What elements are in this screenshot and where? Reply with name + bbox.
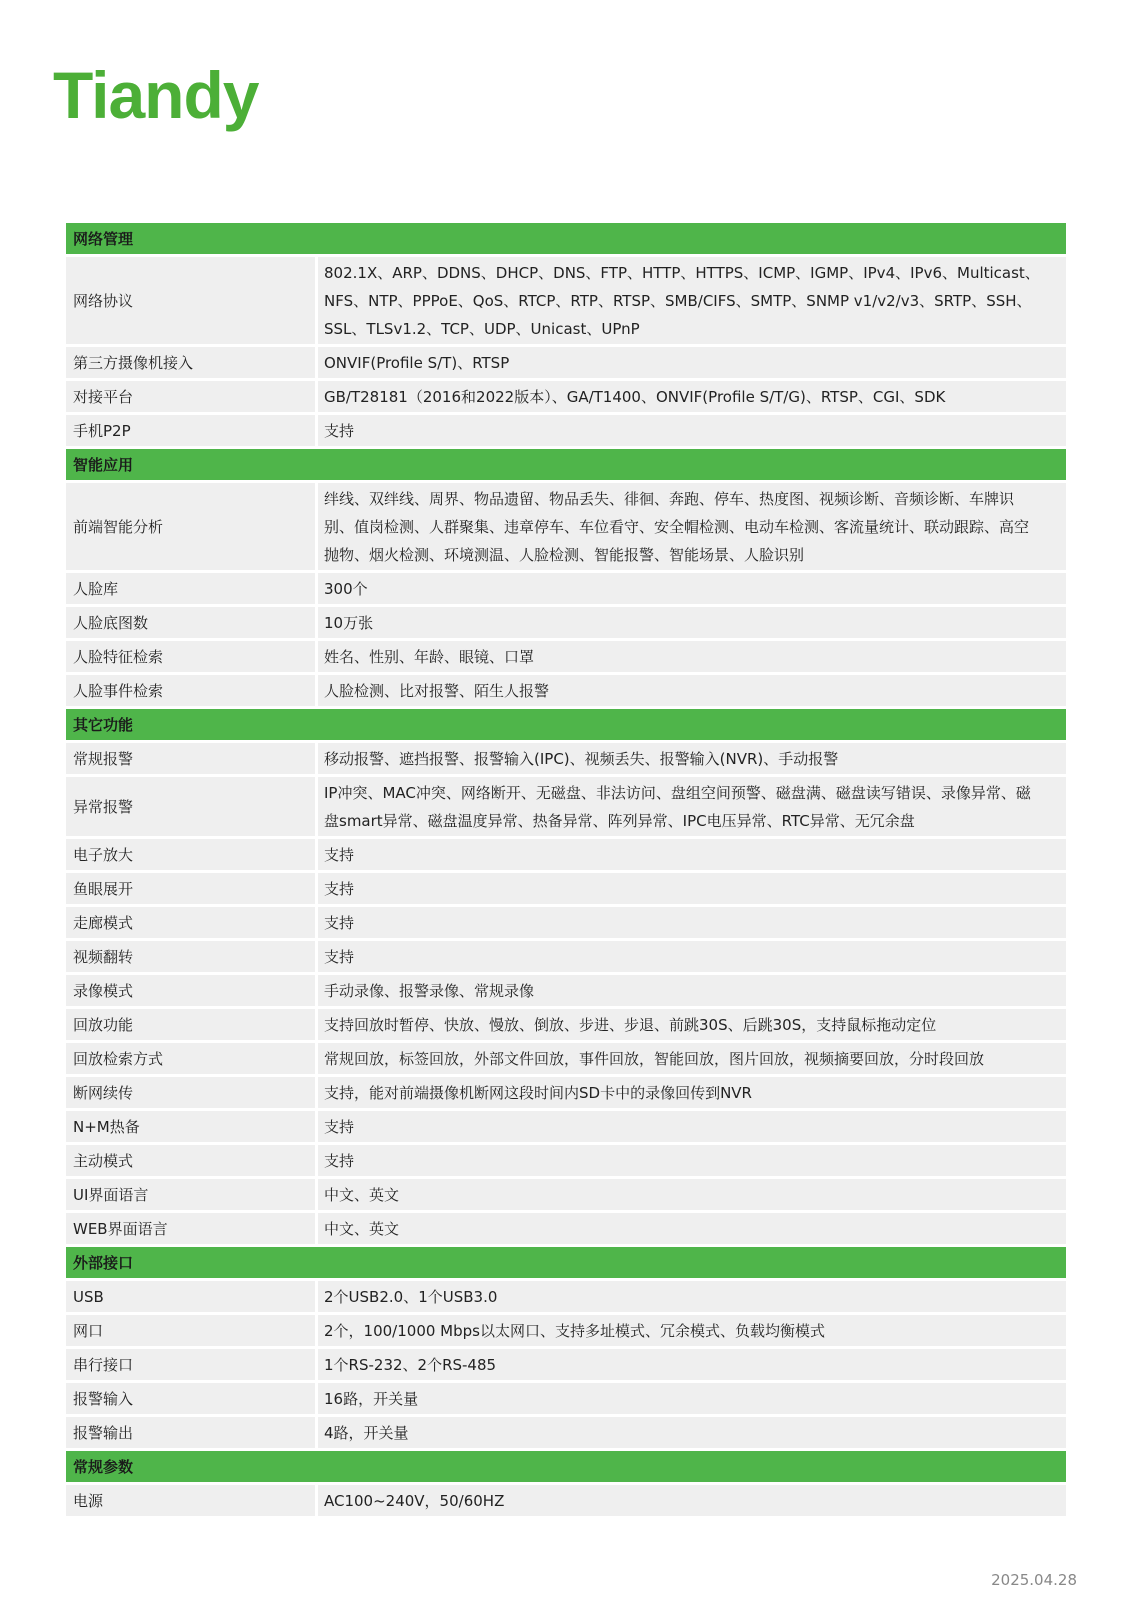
row-label: 视频翻转 [66,941,315,972]
row-value: 2个USB2.0、1个USB3.0 [318,1281,1066,1312]
table-row [66,777,1066,836]
table-row [66,1213,1066,1244]
row-value: 支持 [318,873,1066,904]
table-row [66,607,1066,638]
table-row [66,641,1066,672]
row-label: 走廊模式 [66,907,315,938]
row-value: 16路，开关量 [318,1383,1066,1414]
row-value: 1个RS-232、2个RS-485 [318,1349,1066,1380]
table-row [66,1349,1066,1380]
section-header: 智能应用 [66,449,1066,480]
row-value: 支持 [318,839,1066,870]
table-row [66,975,1066,1006]
row-label: 前端智能分析 [66,483,315,570]
row-value: IP冲突、MAC冲突、网络断开、无磁盘、非法访问、盘组空间预警、磁盘满、磁盘读写错误、录像异常、磁 盘smart异常、磁盘温度异常、热备异常、阵列异常、IPC电压异常、RTC异常、无冗余盘 [318,777,1066,836]
row-label: 回放功能 [66,1009,315,1040]
row-label: 网络协议 [66,257,315,344]
row-label: 网口 [66,1315,315,1346]
row-value: 移动报警、遮挡报警、报警输入(IPC)、视频丢失、报警输入(NVR)、手动报警 [318,743,1066,774]
row-value: 支持 [318,907,1066,938]
row-label: USB [66,1281,315,1312]
row-value: 支持 [318,1145,1066,1176]
section-header: 外部接口 [66,1247,1066,1278]
row-value: ONVIF(Profile S/T)、RTSP [318,347,1066,378]
table-row [66,573,1066,604]
table-row [66,381,1066,412]
row-label: N+M热备 [66,1111,315,1142]
row-label: 人脸事件检索 [66,675,315,706]
row-value: 支持 [318,1111,1066,1142]
row-value: 人脸检测、比对报警、陌生人报警 [318,675,1066,706]
row-label: UI界面语言 [66,1179,315,1210]
table-row [66,1315,1066,1346]
table-row [66,415,1066,446]
row-label: 断网续传 [66,1077,315,1108]
table-row [66,1417,1066,1448]
table-row [66,1009,1066,1040]
table-row [66,347,1066,378]
row-value: 10万张 [318,607,1066,638]
row-value: 支持，能对前端摄像机断网这段时间内SD卡中的录像回传到NVR [318,1077,1066,1108]
row-value: 手动录像、报警录像、常规录像 [318,975,1066,1006]
table-row [66,1383,1066,1414]
row-label: 人脸特征检索 [66,641,315,672]
table-row [66,1145,1066,1176]
row-label: 录像模式 [66,975,315,1006]
row-label: 串行接口 [66,1349,315,1380]
row-label: WEB界面语言 [66,1213,315,1244]
row-value: AC100~240V，50/60HZ [318,1485,1066,1516]
tiandy-logo: Tiandy [53,58,259,132]
table-row [66,907,1066,938]
row-value: 300个 [318,573,1066,604]
row-value: GB/T28181（2016和2022版本）、GA/T1400、ONVIF(Profile S/T/G)、RTSP、CGI、SDK [318,381,1066,412]
row-value: 绊线、双绊线、周界、物品遗留、物品丢失、徘徊、奔跑、停车、热度图、视频诊断、音频诊断、车牌识 别、值岗检测、人群聚集、违章停车、车位看守、安全帽检测、电动车检测、客流量统计、联动跟踪、高空 抛物、烟火检测、环境测温、人脸检测、智能报警、智能场景、人脸识别 [318,483,1066,570]
row-value: 2个，100/1000 Mbps以太网口、支持多址模式、冗余模式、负载均衡模式 [318,1315,1066,1346]
table-row [66,743,1066,774]
row-value: 支持 [318,415,1066,446]
table-row [66,1485,1066,1516]
spec-table [66,223,1066,1519]
table-row [66,257,1066,344]
table-row [66,839,1066,870]
row-value: 中文、英文 [318,1179,1066,1210]
table-row [66,941,1066,972]
table-row [66,1077,1066,1108]
table-row [66,873,1066,904]
row-value: 支持回放时暂停、快放、慢放、倒放、步进、步退、前跳30S、后跳30S，支持鼠标拖动定位 [318,1009,1066,1040]
row-label: 人脸库 [66,573,315,604]
row-label: 电子放大 [66,839,315,870]
row-label: 手机P2P [66,415,315,446]
document-date: 2025.04.28 [991,1571,1077,1589]
table-row [66,1111,1066,1142]
row-label: 第三方摄像机接入 [66,347,315,378]
table-row [66,1281,1066,1312]
table-row [66,1179,1066,1210]
section-header: 其它功能 [66,709,1066,740]
table-row [66,675,1066,706]
row-label: 常规报警 [66,743,315,774]
row-value: 中文、英文 [318,1213,1066,1244]
row-label: 电源 [66,1485,315,1516]
row-value: 802.1X、ARP、DDNS、DHCP、DNS、FTP、HTTP、HTTPS、ICMP、IGMP、IPv4、IPv6、Multicast、 NFS、NTP、PPPoE、QoS、RTCP、RTP、RTSP、SMB/CIFS、SMTP、SNMP v1/v2/v3、SRTP、SSH、 SSL、TLSv1.2、TCP、UDP、Unicast、UPnP [318,257,1066,344]
row-label: 报警输出 [66,1417,315,1448]
table-row [66,483,1066,570]
row-value: 姓名、性别、年龄、眼镜、口罩 [318,641,1066,672]
row-label: 报警输入 [66,1383,315,1414]
row-label: 对接平台 [66,381,315,412]
row-label: 回放检索方式 [66,1043,315,1074]
row-value: 4路，开关量 [318,1417,1066,1448]
section-header: 常规参数 [66,1451,1066,1482]
row-label: 异常报警 [66,777,315,836]
row-value: 常规回放，标签回放，外部文件回放，事件回放，智能回放，图片回放，视频摘要回放，分时段回放 [318,1043,1066,1074]
row-label: 主动模式 [66,1145,315,1176]
table-row [66,1043,1066,1074]
section-header: 网络管理 [66,223,1066,254]
row-label: 人脸底图数 [66,607,315,638]
row-value: 支持 [318,941,1066,972]
row-label: 鱼眼展开 [66,873,315,904]
